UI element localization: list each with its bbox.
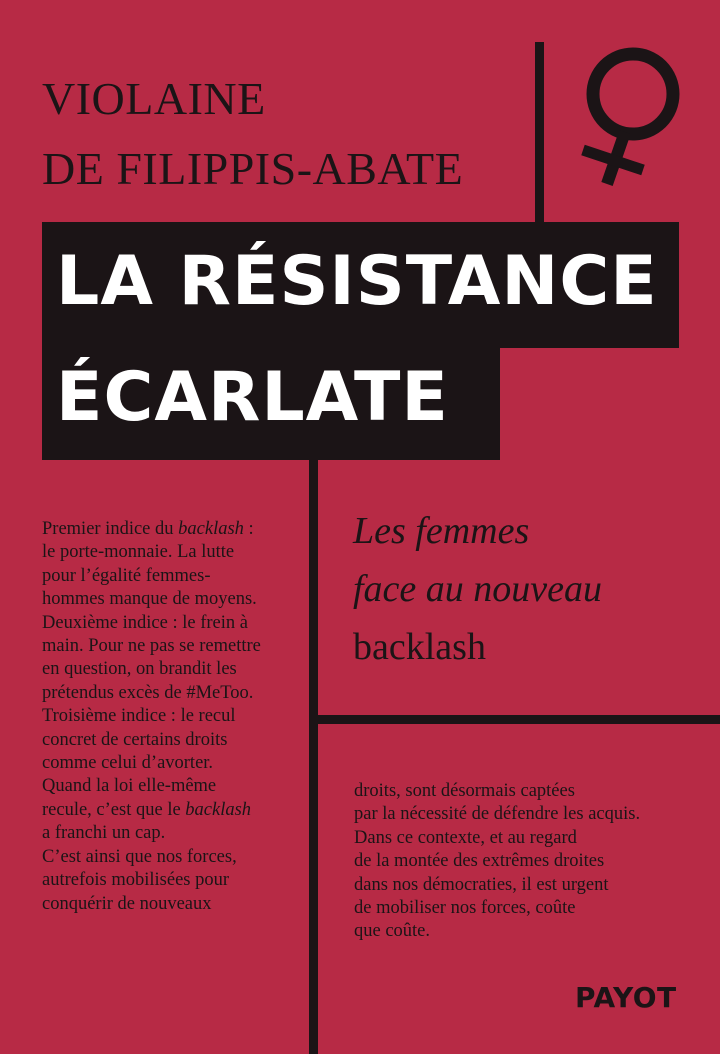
blurb-line: Quand la loi elle-même <box>42 776 217 797</box>
blurb-line: par la nécessité de défendre les acquis. <box>354 804 641 825</box>
subtitle-line-1: Les femmes <box>353 510 530 552</box>
blurb-line: comme celui d’avorter. <box>42 753 214 774</box>
blurb-line: a franchi un cap. <box>42 823 166 844</box>
blurb-right-column <box>354 780 640 944</box>
blurb-line: recule, c’est que le backlash <box>42 799 252 820</box>
blurb-line: hommes manque de moyens. <box>42 589 257 610</box>
blurb-line: Premier indice du backlash : <box>42 519 254 539</box>
blurb-line: de la montée des extrêmes droites <box>354 851 605 872</box>
blurb-line: Deuxième indice : le frein à <box>42 612 248 633</box>
blurb-line: que coûte. <box>354 921 431 942</box>
subtitle <box>353 502 602 676</box>
blurb-line: pour l’égalité femmes- <box>42 565 211 586</box>
subtitle-line-2: face au nouveau <box>353 568 603 610</box>
horizontal-rule <box>318 715 720 724</box>
blurb-line: main. Pour ne pas se remettre <box>42 636 261 657</box>
blurb-line: Dans ce contexte, et au regard <box>354 827 577 848</box>
blurb-line: dans nos démocraties, il est urgent <box>354 874 609 895</box>
blurb-left-column <box>42 518 261 916</box>
blurb-line: autrefois mobilisées pour <box>42 870 230 891</box>
blurb-line: prétendus excès de #MeToo. <box>42 682 254 703</box>
title-line-1: LA RÉSISTANCE <box>56 242 658 321</box>
blurb-line: de mobiliser nos forces, coûte <box>354 898 576 919</box>
blurb-line: C’est ainsi que nos forces, <box>42 846 237 867</box>
blurb-line: Troisième indice : le recul <box>42 706 236 727</box>
subtitle-line-3: backlash <box>353 626 486 668</box>
author-last-name: DE FILIPPIS-ABATE <box>42 143 464 194</box>
female-symbol-icon <box>577 44 689 194</box>
author-first-name: VIOLAINE <box>42 73 266 124</box>
vertical-rule-center <box>309 456 318 1054</box>
blurb-line: concret de certains droits <box>42 729 228 750</box>
blurb-line: le porte-monnaie. La lutte <box>42 542 235 563</box>
blurb-line: droits, sont désormais captées <box>354 781 575 801</box>
title-line-2: ÉCARLATE <box>56 358 449 437</box>
publisher-logo: PAYOT <box>575 981 677 1014</box>
blurb-line: en question, on brandit les <box>42 659 237 680</box>
vertical-rule-top <box>535 42 544 224</box>
blurb-line: conquérir de nouveaux <box>42 893 212 914</box>
